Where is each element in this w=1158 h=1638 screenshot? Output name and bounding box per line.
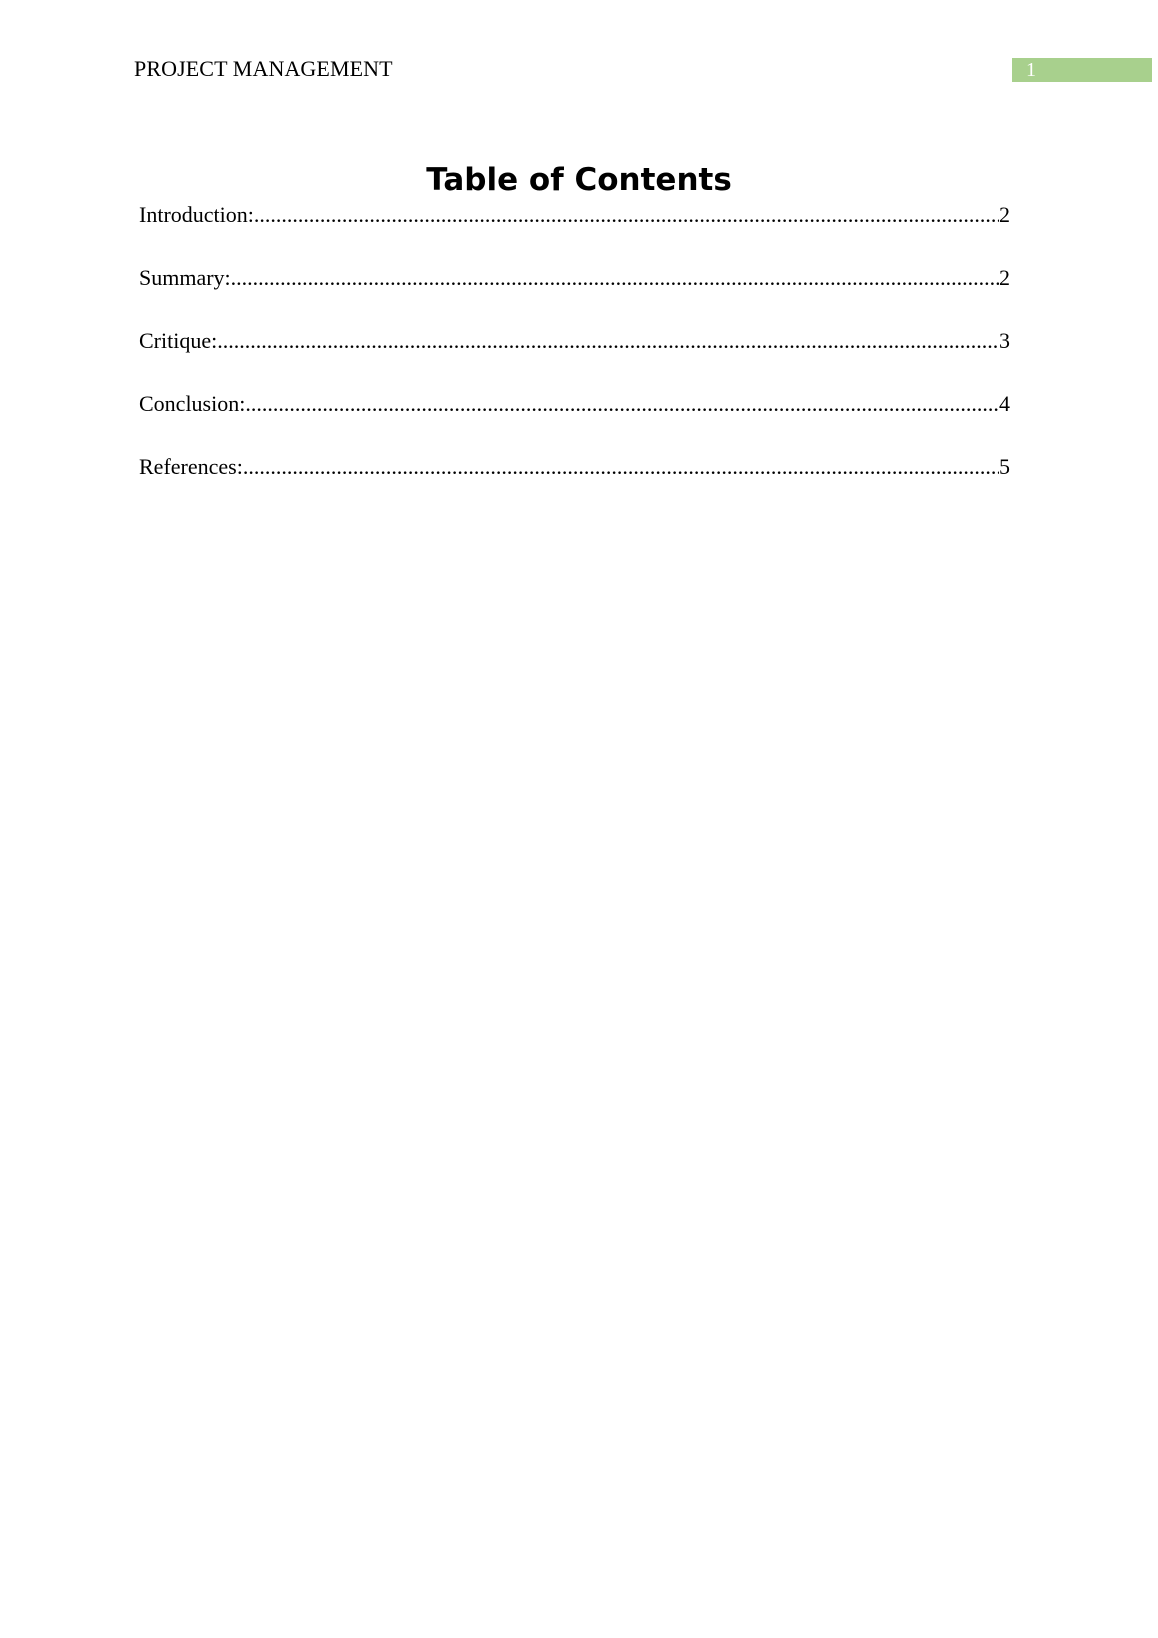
toc-entry-page: 2 [999, 202, 1010, 227]
page-number: 1 [1026, 59, 1036, 81]
toc-entry-summary[interactable] [139, 263, 1010, 326]
toc-dot-leader [217, 326, 999, 356]
toc-dot-leader [231, 263, 999, 293]
table-of-contents [139, 200, 1010, 515]
page-number-badge [1012, 58, 1152, 82]
running-header: PROJECT MANAGEMENT [134, 56, 393, 81]
toc-title: Table of Contents [426, 162, 732, 198]
toc-dot-leader [245, 389, 999, 419]
toc-entry-label: Conclusion: [139, 391, 246, 416]
toc-entry-page: 4 [999, 391, 1010, 416]
toc-entry-label: Summary: [139, 265, 231, 290]
toc-entry-critique[interactable] [139, 326, 1010, 389]
toc-entry-page: 2 [999, 265, 1010, 290]
toc-entry-page: 3 [999, 328, 1010, 353]
toc-entry-label: Introduction: [139, 202, 254, 227]
toc-entry-label: References: [139, 454, 243, 479]
toc-dot-leader [254, 200, 999, 230]
toc-dot-leader [243, 452, 999, 482]
toc-entry-label: Critique: [139, 328, 218, 353]
toc-entry-page: 5 [999, 454, 1010, 479]
toc-entry-introduction[interactable] [139, 200, 1010, 263]
toc-entry-references[interactable] [139, 452, 1010, 515]
toc-entry-conclusion[interactable] [139, 389, 1010, 452]
